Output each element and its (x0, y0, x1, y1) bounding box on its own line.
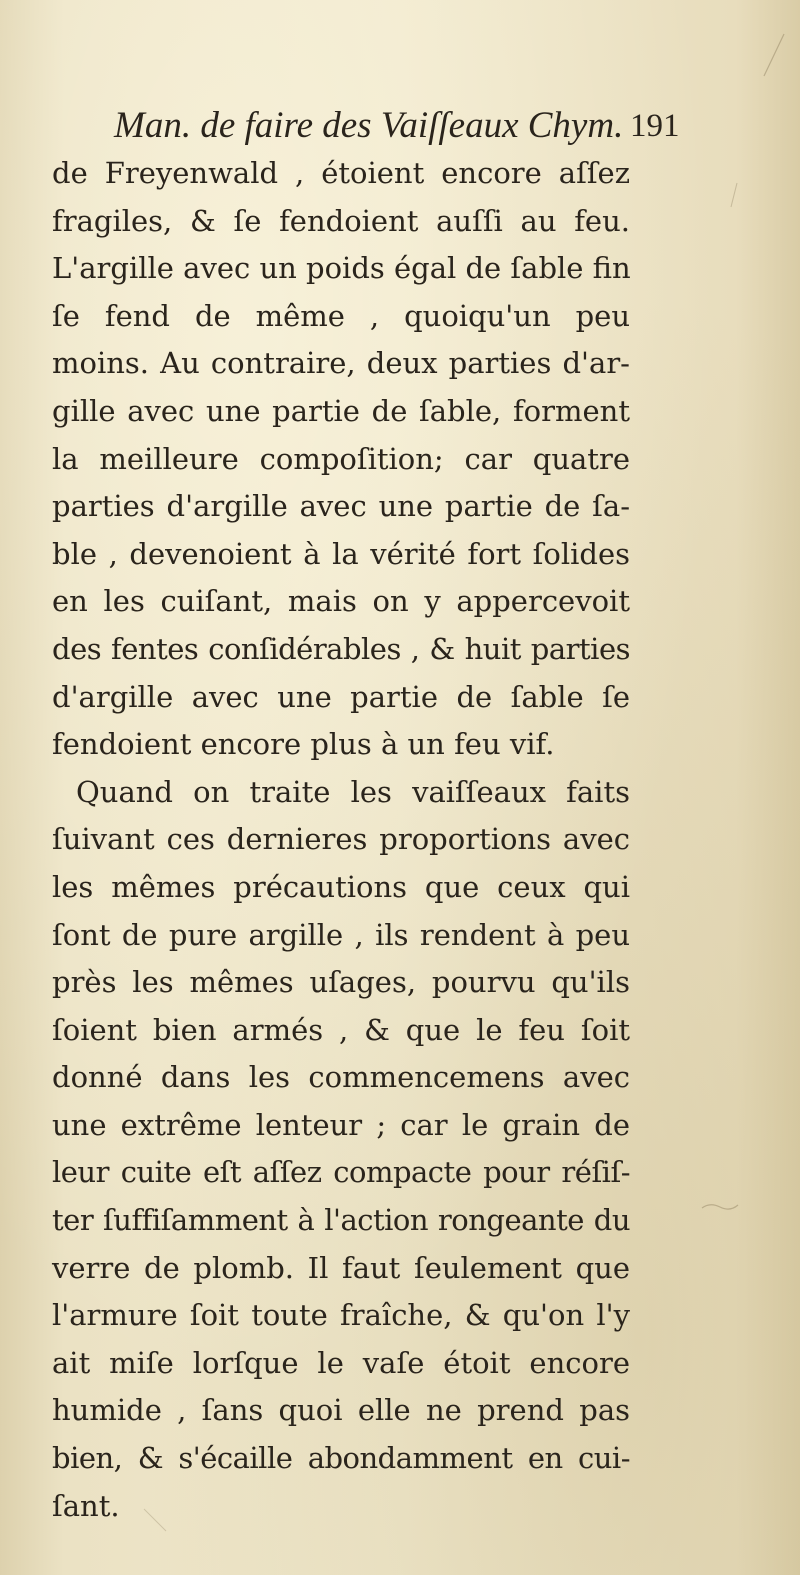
text-line: ſant. (52, 1488, 120, 1523)
text-line: ter ſuffiſamment à l'action rongeante du (52, 1203, 630, 1238)
text-line: ſe fend de même , quoiqu'un peu (52, 298, 630, 333)
text-line: près les mêmes uſages, pourvu qu'ils (52, 965, 630, 1000)
text-line: des fentes conſidérables , & huit parties (52, 631, 630, 666)
text-line: la meilleure compoſition; car quatre (52, 441, 630, 476)
text-line: une extrême lenteur ; car le grain de (52, 1107, 630, 1142)
running-head-title: Man. de faire des Vaiſſeaux Chym. (114, 105, 624, 146)
text-line-paragraph-start: Quand on traite les vaiſſeaux faits (76, 774, 630, 809)
text-line: gille avec une partie de ſable, forment (52, 393, 630, 428)
text-line: ſoient bien armés , & que le feu ſoit (52, 1012, 630, 1047)
text-line: moins. Au contraire, deux parties d'ar- (52, 346, 630, 381)
text-line: fendoient encore plus à un feu vif. (52, 727, 555, 762)
text-line: ait miſe lorſque le vaſe étoit encore (52, 1345, 630, 1380)
text-line: de Freyenwald , étoient encore aſſez (52, 156, 630, 190)
text-line: parties d'argille avec une partie de ſa- (52, 489, 630, 524)
paper-mark (700, 1198, 740, 1214)
text-line: l'armure ſoit toute fraîche, & qu'on l'y (52, 1298, 630, 1333)
paper-mark (728, 180, 740, 210)
text-line: d'argille avec une partie de ſable ſe (52, 679, 630, 714)
page-number: 191 (630, 108, 680, 144)
text-line: ſont de pure argille , ils rendent à peu (52, 917, 630, 952)
text-line: donné dans les commencemens avec (52, 1060, 630, 1095)
text-line: fragiles, & ſe fendoient auſſi au feu. (52, 203, 630, 238)
text-line: humide , ſans quoi elle ne prend pas (52, 1393, 630, 1428)
text-line: leur cuite eſt aſſez compacte pour réſiſ- (52, 1155, 630, 1190)
text-line: bien, & s'écaille abondamment en cui- (52, 1441, 630, 1476)
text-line: ſuivant ces dernieres proportions avec (52, 822, 630, 857)
text-line: ble , devenoient à la vérité fort ſolides (52, 536, 630, 571)
text-line: verre de plomb. Il faut ſeulement que (52, 1250, 630, 1285)
text-line: L'argille avec un poids égal de ſable fin (52, 251, 631, 286)
text-line: les mêmes précautions que ceux qui (52, 869, 630, 904)
text-line: en les cuiſant, mais on y appercevoit (52, 584, 630, 619)
paper-mark (140, 1505, 170, 1535)
body-text (52, 150, 630, 1530)
paper-mark (760, 30, 790, 80)
